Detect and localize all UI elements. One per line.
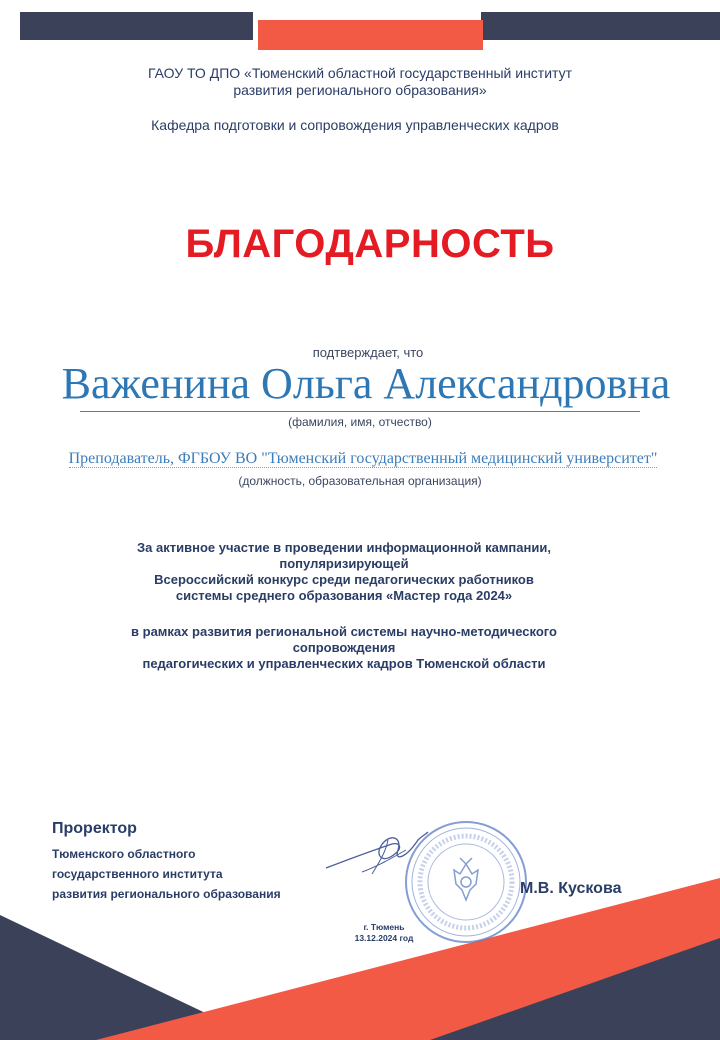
- signer-org-line-2: государственного института: [52, 867, 223, 881]
- place-and-date: [340, 922, 428, 944]
- signer-organization: [52, 844, 281, 904]
- recipient-name: Важенина Ольга Александровна: [61, 359, 671, 408]
- date: 13.12.2024 год: [354, 933, 414, 943]
- name-caption: (фамилия, имя, отчество): [288, 415, 432, 429]
- signer-org-line-1: Тюменского областного: [52, 847, 196, 861]
- organization-line-2: развития регионального образования»: [233, 82, 487, 98]
- body-p2-line1: в рамках развития региональной системы научно-методического: [131, 624, 557, 639]
- body-p1-line1: За активное участие в проведении информационной кампании,: [137, 540, 551, 555]
- organization-line-1: ГАОУ ТО ДПО «Тюменский областной государственный институт: [147, 65, 573, 81]
- signer-name: М.В. Кускова: [520, 880, 622, 897]
- confirm-text: подтверждает, что: [312, 345, 424, 360]
- coat-of-arms-icon: [454, 858, 478, 900]
- signer-org-line-3: развития регионального образования: [52, 887, 281, 901]
- body-p1-line2: популяризирующей: [279, 556, 409, 571]
- body-p2-line2: сопровождения: [292, 640, 396, 655]
- position-text: Преподаватель, ФГБОУ ВО "Тюменский государственный медицинский университет": [68, 450, 658, 467]
- position-caption: (должность, образовательная организация): [238, 474, 482, 488]
- body-p1-line3: Всероссийский конкурс среди педагогических работников: [154, 572, 534, 587]
- city: г. Тюмень: [363, 922, 405, 932]
- name-underline: [80, 411, 640, 412]
- document-title: БЛАГОДАРНОСТЬ: [185, 222, 555, 266]
- body-p1-line4: системы среднего образования «Мастер года 2024»: [175, 588, 513, 603]
- department-name: Кафедра подготовки и сопровождения управленческих кадров: [151, 117, 559, 133]
- signer-role: Проректор: [52, 820, 137, 837]
- recipient-position: [0, 450, 720, 468]
- body-p2-line3: педагогических и управленческих кадров Тюменской области: [142, 656, 546, 671]
